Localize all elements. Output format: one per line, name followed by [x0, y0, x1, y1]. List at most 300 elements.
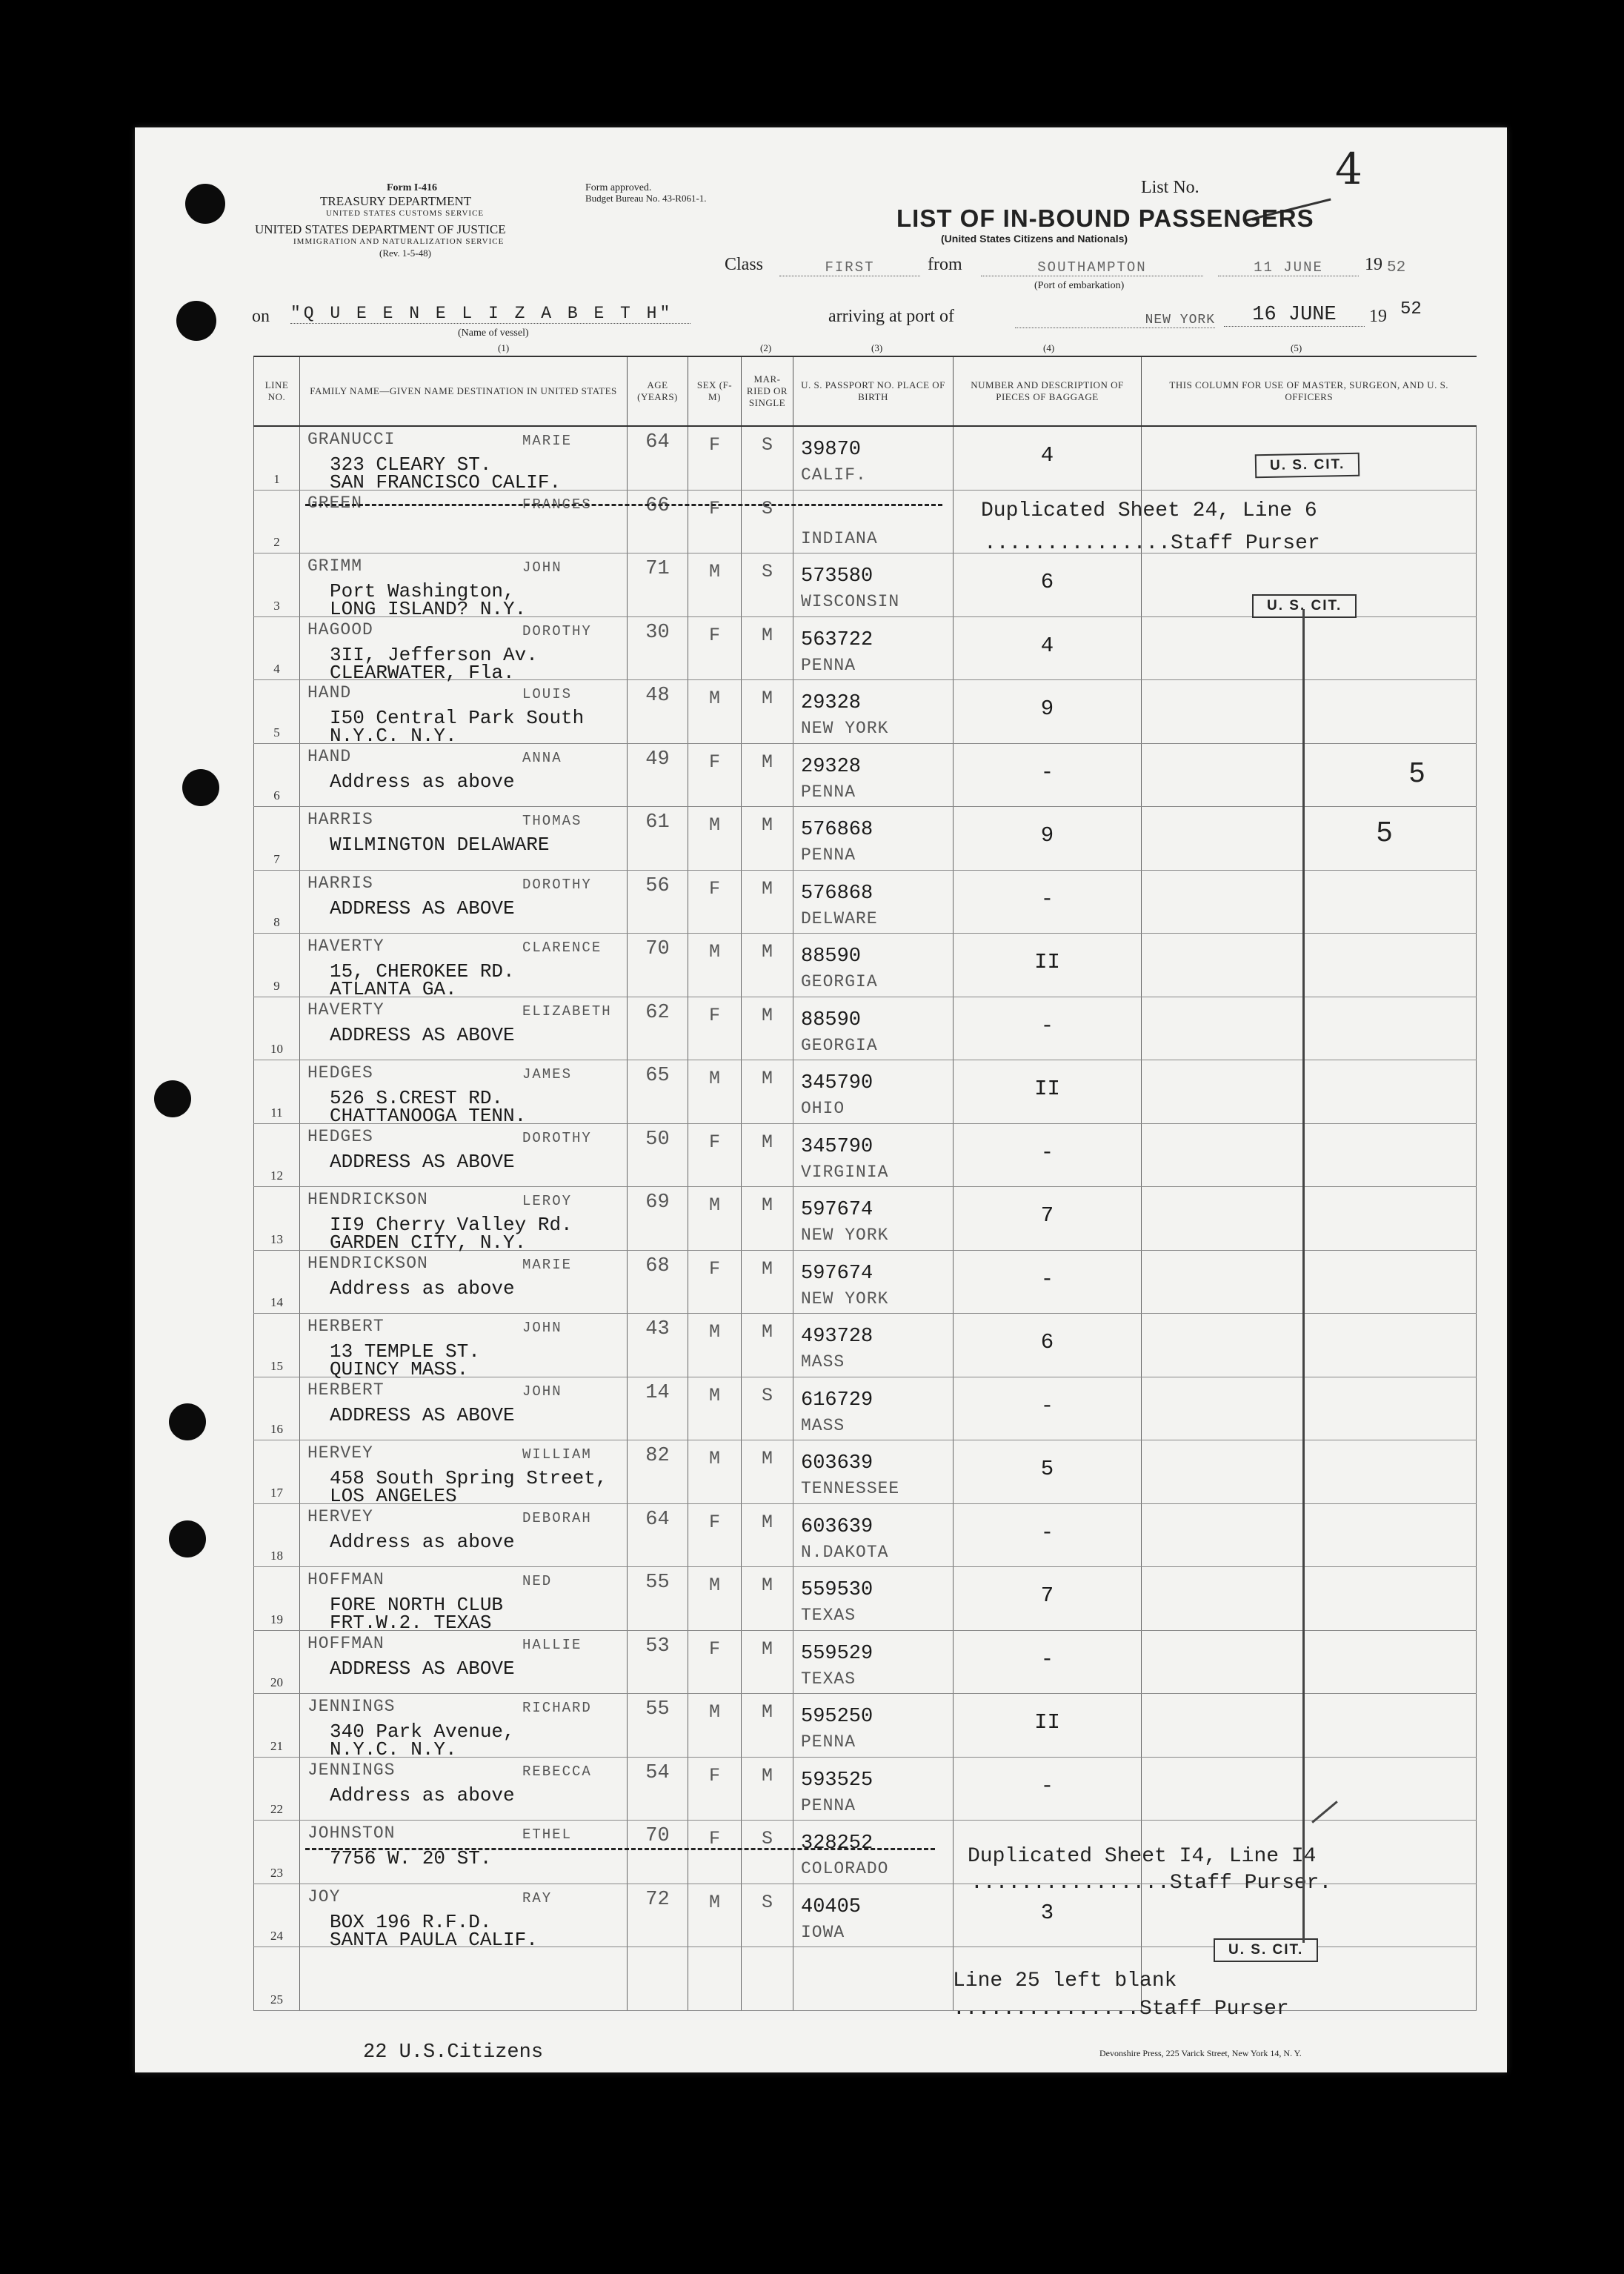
age-value: 72 [645, 1888, 670, 1911]
passport-cell [793, 1123, 954, 1187]
place-of-birth: PENNA [801, 782, 856, 802]
family-name: HAVERTY [307, 1000, 385, 1020]
passport-number: 88590 [801, 945, 862, 968]
marital-cell [742, 680, 793, 744]
table-row [254, 934, 1477, 997]
sex-value: M [708, 1891, 720, 1913]
binder-hole [154, 1080, 191, 1117]
name-cell [300, 1947, 628, 2011]
given-name: JAMES [522, 1066, 573, 1083]
sex-cell [688, 934, 742, 997]
address-line-2: N.Y.C. N.Y. [330, 1738, 457, 1761]
baggage-count: 9 [1040, 697, 1054, 721]
from-date: 11 JUNE [1218, 259, 1359, 276]
officer-cell [1142, 807, 1477, 871]
sex-cell [688, 1503, 742, 1567]
passport-cell [793, 1060, 954, 1124]
marital-cell [742, 934, 793, 997]
given-name: JOHN [522, 1383, 562, 1400]
line-number-cell [254, 807, 300, 871]
age-value: 55 [645, 1698, 670, 1721]
marital-cell [742, 490, 793, 553]
officer-cell [1142, 1694, 1477, 1758]
line-number-cell [254, 1821, 300, 1884]
given-name: DOROTHY [522, 1129, 592, 1146]
family-name: GRANUCCI [307, 430, 396, 449]
place-of-birth: INDIANA [801, 528, 878, 548]
line-number: 23 [270, 1865, 283, 1880]
sex-cell [688, 1821, 742, 1884]
col-header-line: LINE NO. [254, 356, 300, 426]
class-label: Class [725, 255, 764, 274]
baggage-count: - [1040, 886, 1054, 911]
sex-value: M [708, 561, 720, 582]
family-name: HEDGES [307, 1126, 373, 1146]
passport-number: 576868 [801, 882, 873, 905]
baggage-count: 6 [1040, 1330, 1054, 1354]
age-value: 55 [645, 1572, 670, 1594]
given-name: LOUIS [522, 686, 573, 702]
passport-number: 88590 [801, 1008, 862, 1031]
marital-cell [742, 426, 793, 490]
marital-cell [742, 1694, 793, 1758]
baggage-cell [954, 870, 1142, 934]
line-number: 8 [273, 915, 280, 929]
justice-dept: UNITED STATES DEPARTMENT OF JUSTICE [255, 222, 506, 236]
baggage-count: II [1034, 1710, 1060, 1735]
sex-cell [688, 1440, 742, 1504]
officer-cell [1142, 1567, 1477, 1631]
place-of-birth: PENNA [801, 1732, 856, 1752]
given-name: WILLIAM [522, 1446, 592, 1463]
place-of-birth: NEW YORK [801, 1226, 889, 1245]
passport-number: 563722 [801, 628, 873, 651]
name-cell [300, 1503, 628, 1567]
baggage-count: - [1040, 1393, 1054, 1418]
sex-cell [688, 1567, 742, 1631]
address-line-2: SAN FRANCISCO CALIF. [330, 471, 562, 493]
address-line-2: N.Y.C. N.Y. [330, 725, 457, 747]
sex-cell [688, 1884, 742, 1947]
marital-cell [742, 1884, 793, 1947]
baggage-count: 7 [1040, 1203, 1054, 1228]
sex-cell [688, 807, 742, 871]
family-name: JOY [307, 1886, 341, 1906]
table-row [254, 1757, 1477, 1821]
passport-number: 603639 [801, 1452, 873, 1475]
family-name: HAVERTY [307, 937, 385, 956]
table-row [254, 1630, 1477, 1694]
line-number-cell [254, 616, 300, 680]
passport-cell [793, 997, 954, 1060]
baggage-count: 4 [1040, 443, 1054, 468]
line-number: 21 [270, 1738, 283, 1753]
given-name: THOMAS [522, 813, 582, 829]
address-line-2: LONG ISLAND? N.Y. [330, 598, 527, 620]
sex-value: F [708, 1511, 720, 1533]
table-row [254, 1060, 1477, 1124]
address-line-1: ADDRESS AS ABOVE [330, 1023, 515, 1046]
age-value: 70 [645, 938, 670, 960]
table-row [254, 1314, 1477, 1377]
strike-line-2 [305, 504, 942, 506]
marital-value: M [761, 1321, 773, 1343]
place-of-birth: N.DAKOTA [801, 1542, 889, 1562]
marital-value: M [761, 1764, 773, 1786]
passport-number: 40405 [801, 1895, 862, 1918]
line-number-cell [254, 426, 300, 490]
passport-cell [793, 1884, 954, 1947]
sex-value: F [708, 1764, 720, 1786]
family-name: HOFFMAN [307, 1633, 385, 1653]
address-line-1: ADDRESS AS ABOVE [330, 897, 515, 920]
baggage-cell [954, 680, 1142, 744]
age-value: 62 [645, 1001, 670, 1024]
address-line-2: QUINCY MASS. [330, 1358, 469, 1380]
binder-hole [182, 769, 219, 806]
col-header-passport: U. S. PASSPORT NO. PLACE OF BIRTH [793, 356, 954, 426]
name-cell [300, 553, 628, 620]
marital-value: S [761, 1828, 773, 1849]
baggage-cell [954, 1123, 1142, 1187]
sex-cell [688, 553, 742, 617]
from-port: SOUTHAMPTON [981, 259, 1203, 276]
line-number-cell [254, 1187, 300, 1251]
passport-number: 576868 [801, 819, 873, 841]
passport-cell [793, 1250, 954, 1314]
line-number: 18 [270, 1549, 283, 1563]
baggage-cell [954, 1377, 1142, 1440]
age-value: 43 [645, 1318, 670, 1340]
officer-cell [1142, 997, 1477, 1060]
column-number-4: (4) [1043, 342, 1055, 353]
passport-cell [793, 870, 954, 934]
sex-cell [688, 870, 742, 934]
passport-number: 573580 [801, 565, 873, 588]
address-line-1: II9 Cherry Valley Rd. [330, 1214, 573, 1236]
sex-value: F [708, 434, 720, 456]
given-name: MARIE [522, 433, 573, 449]
address-line-1: WILMINGTON DELAWARE [330, 834, 550, 856]
marital-cell [742, 1567, 793, 1631]
place-of-birth: OHIO [801, 1099, 845, 1118]
family-name: JENNINGS [307, 1697, 396, 1716]
marital-cell [742, 616, 793, 680]
name-cell [300, 1694, 628, 1761]
age-value: 30 [645, 621, 670, 644]
marital-value: M [761, 1701, 773, 1723]
age-cell [628, 1821, 688, 1884]
given-name: RICHARD [522, 1700, 592, 1716]
passport-number: 595250 [801, 1706, 873, 1728]
passport-number: 39870 [801, 439, 862, 461]
printer-imprint: Devonshire Press, 225 Varick Street, New York 14, N. Y. [1099, 2048, 1302, 2058]
sex-value: F [708, 1828, 720, 1849]
line-number: 5 [273, 725, 280, 739]
officer-cell [1142, 934, 1477, 997]
name-cell [300, 426, 628, 493]
marital-value: S [761, 434, 773, 456]
strike-line-23 [305, 1848, 935, 1850]
marital-cell [742, 1630, 793, 1694]
line-number: 25 [270, 1992, 283, 2007]
sex-cell [688, 1123, 742, 1187]
address-line-2: CHATTANOOGA TENN. [330, 1105, 527, 1127]
marital-value: S [761, 561, 773, 582]
age-cell [628, 1503, 688, 1567]
address-line-2: GARDEN CITY, N.Y. [330, 1231, 527, 1254]
officer-cell [1142, 1377, 1477, 1440]
table-row [254, 680, 1477, 744]
address-line-1: 526 S.CREST RD. [330, 1087, 504, 1109]
given-name: FRANCES [522, 496, 592, 513]
passport-number: 29328 [801, 755, 862, 778]
age-value: 71 [645, 558, 670, 580]
ins-service: IMMIGRATION AND NATURALIZATION SERVICE [293, 237, 505, 246]
line-number-cell [254, 997, 300, 1060]
sex-value: M [708, 1068, 720, 1089]
line-number: 13 [270, 1231, 283, 1246]
duplicate-note-1: Duplicated Sheet 24, Line 6 [981, 499, 1317, 522]
baggage-count: II [1034, 950, 1060, 974]
family-name: HERBERT [307, 1317, 385, 1336]
passport-number: 597674 [801, 1199, 873, 1221]
sex-value: M [708, 941, 720, 963]
marital-cell [742, 870, 793, 934]
sex-cell [688, 426, 742, 490]
table-row [254, 1250, 1477, 1314]
family-name: HERVEY [307, 1506, 373, 1526]
baggage-count: - [1040, 1773, 1054, 1798]
baggage-cell [954, 1503, 1142, 1567]
passport-number: 345790 [801, 1072, 873, 1094]
given-name: CLARENCE [522, 940, 602, 956]
given-name: ELIZABETH [522, 1003, 612, 1020]
treasury-dept: TREASURY DEPARTMENT [320, 194, 472, 208]
line-number-cell [254, 1503, 300, 1567]
passport-cell [793, 680, 954, 744]
place-of-birth: MASS [801, 1415, 845, 1435]
address-line-1: Address as above [330, 1783, 515, 1806]
officer-cell [1142, 680, 1477, 744]
col-header-name: FAMILY NAME—GIVEN NAME DESTINATION IN UNITED STATES [300, 356, 628, 426]
vessel-name: "Q U E E N E L I Z A B E T H" [290, 304, 690, 324]
passport-number: 559529 [801, 1642, 873, 1665]
sex-value: M [708, 1575, 720, 1596]
line-number: 22 [270, 1802, 283, 1816]
form-approved: Form approved. [585, 182, 652, 193]
baggage-cell [954, 426, 1142, 490]
binder-hole [169, 1520, 206, 1557]
year-value-2: 52 [1400, 299, 1422, 319]
name-cell [300, 680, 628, 747]
marital-cell [742, 1440, 793, 1504]
sex-value: F [708, 1638, 720, 1660]
address-line-1: ADDRESS AS ABOVE [330, 1403, 515, 1426]
sex-value: F [708, 751, 720, 773]
name-cell [300, 1314, 628, 1380]
age-cell [628, 553, 688, 617]
line-number-cell [254, 934, 300, 997]
given-name: DOROTHY [522, 876, 592, 893]
place-of-birth: MASS [801, 1352, 845, 1372]
col-header-officers: THIS COLUMN FOR USE OF MASTER, SURGEON, AND U. S. OFFICERS [1142, 356, 1477, 426]
line-number: 6 [273, 788, 280, 802]
given-name: MARIE [522, 1256, 573, 1273]
us-cit-stamp: U. S. CIT. [1255, 453, 1360, 478]
baggage-cell [954, 1440, 1142, 1504]
address-line-1: I50 Central Park South [330, 707, 585, 729]
year-value-1: 52 [1387, 259, 1406, 276]
col-header-age: AGE (YEARS) [628, 356, 688, 426]
passport-cell [793, 1503, 954, 1567]
sex-value: M [708, 1194, 720, 1216]
table-row [254, 997, 1477, 1060]
address-line-1: ADDRESS AS ABOVE [330, 1657, 515, 1680]
name-cell [300, 870, 628, 934]
manifest-sheet [135, 127, 1507, 2072]
vessel-caption: (Name of vessel) [458, 328, 529, 339]
family-name: JOHNSTON [307, 1823, 396, 1843]
blank-line-note: Line 25 left blank [953, 1969, 1177, 1992]
address-line-2: ATLANTA GA. [330, 978, 457, 1000]
marital-value: M [761, 1068, 773, 1089]
age-cell [628, 1377, 688, 1440]
age-value: 56 [645, 874, 670, 897]
address-line-2: FRT.W.2. TEXAS [330, 1612, 492, 1634]
passport-number: 559530 [801, 1579, 873, 1601]
baggage-count: 7 [1040, 1583, 1054, 1608]
baggage-cell [954, 1630, 1142, 1694]
duplicate-note-2: Duplicated Sheet I4, Line I4 [968, 1845, 1317, 1868]
passport-number: 616729 [801, 1389, 873, 1412]
binder-hole [185, 184, 225, 224]
place-of-birth: CALIF. [801, 465, 867, 485]
passport-cell [793, 553, 954, 617]
baggage-cell [954, 616, 1142, 680]
passport-number: 593525 [801, 1769, 873, 1792]
passport-cell [793, 490, 954, 553]
sex-value: M [708, 688, 720, 709]
citizen-total: 22 U.S.Citizens [363, 2041, 544, 2064]
col-header-sex: SEX (F-M) [688, 356, 742, 426]
marital-value: M [761, 1448, 773, 1469]
column-number-5: (5) [1291, 342, 1302, 353]
baggage-cell [954, 553, 1142, 617]
given-name: ANNA [522, 749, 562, 766]
family-name: HAGOOD [307, 619, 373, 639]
column-number-3: (3) [871, 342, 883, 353]
sex-cell [688, 680, 742, 744]
name-cell [300, 1250, 628, 1314]
table-header-row [254, 356, 1477, 426]
age-cell [628, 934, 688, 997]
us-cit-stamp: U. S. CIT. [1252, 594, 1357, 618]
baggage-count: II [1034, 1077, 1060, 1101]
list-no-label: List No. [1141, 178, 1199, 197]
name-cell [300, 616, 628, 684]
marital-value: M [761, 877, 773, 900]
table-row [254, 1694, 1477, 1758]
table-row [254, 1123, 1477, 1187]
passport-cell [793, 616, 954, 680]
marital-cell [742, 997, 793, 1060]
marital-value: M [761, 1575, 773, 1596]
given-name: REBECCA [522, 1763, 592, 1780]
given-name: RAY [522, 1889, 553, 1906]
address-line-1: 323 CLEARY ST. [330, 453, 492, 476]
marital-value: M [761, 814, 773, 836]
given-name: JOHN [522, 559, 562, 576]
sex-cell [688, 1060, 742, 1124]
line-number: 24 [270, 1929, 283, 1943]
passport-number: 597674 [801, 1262, 873, 1285]
passport-cell [793, 1630, 954, 1694]
blank-line-signoff: ...............Staff Purser [953, 1998, 1289, 2021]
age-value: 64 [645, 1508, 670, 1531]
given-name: DEBORAH [522, 1509, 592, 1526]
line-number-cell [254, 1250, 300, 1314]
line-number-cell [254, 1377, 300, 1440]
line-number-cell [254, 1947, 300, 2011]
duplicate-signoff-2: ................Staff Purser. [971, 1872, 1332, 1895]
passport-number: 345790 [801, 1135, 873, 1158]
year-label-2: 19 [1369, 307, 1387, 326]
marital-value: M [761, 1131, 773, 1153]
age-cell [628, 1314, 688, 1377]
sex-cell [688, 1630, 742, 1694]
baggage-count: - [1040, 1520, 1054, 1545]
age-value: 70 [645, 1825, 670, 1847]
address-line-1: 458 South Spring Street, [330, 1467, 608, 1489]
address-line-2: LOS ANGELES [330, 1485, 457, 1507]
baggage-count: - [1040, 1266, 1054, 1291]
marital-cell [742, 1947, 793, 2011]
line-number-cell [254, 1694, 300, 1758]
passport-cell [793, 426, 954, 490]
form-number: Form I-416 [387, 182, 438, 193]
place-of-birth: WISCONSIN [801, 592, 900, 611]
line-number-cell [254, 680, 300, 744]
sex-cell [688, 616, 742, 680]
address-line-1: FORE NORTH CLUB [330, 1594, 504, 1616]
marital-value: M [761, 751, 773, 773]
arrival-date: 16 JUNE [1224, 304, 1365, 327]
line-number-cell [254, 1440, 300, 1504]
marital-value: M [761, 688, 773, 709]
table-row [254, 616, 1477, 680]
sex-cell [688, 1377, 742, 1440]
family-name: HEDGES [307, 1063, 373, 1083]
table-row [254, 743, 1477, 807]
line-number: 1 [273, 471, 280, 486]
age-cell [628, 616, 688, 680]
passport-number: 493728 [801, 1326, 873, 1348]
marital-value: S [761, 1384, 773, 1406]
passport-cell [793, 1694, 954, 1758]
line-number: 17 [270, 1485, 283, 1500]
marital-value: S [761, 497, 773, 519]
age-value: 68 [645, 1254, 670, 1277]
line-number: 14 [270, 1295, 283, 1309]
line-number: 9 [273, 978, 280, 993]
sex-value: F [708, 1257, 720, 1280]
age-cell [628, 1060, 688, 1124]
marital-value: M [761, 1257, 773, 1280]
baggage-cell [954, 743, 1142, 807]
marital-cell [742, 553, 793, 617]
place-of-birth: PENNA [801, 655, 856, 675]
